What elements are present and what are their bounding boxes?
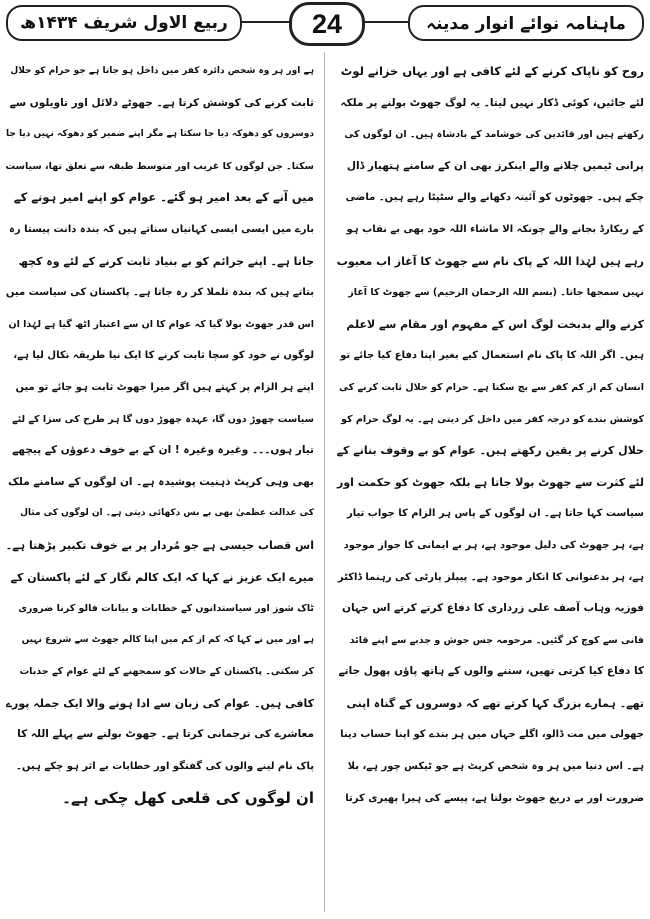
column-divider <box>324 52 325 912</box>
text-line: اپنے ہر الزام پر کہتے ہیں اگر میرا جھوٹ ثابت ہو جائے تو میں <box>15 381 314 393</box>
magazine-title: ماہنامہ نوائے انوار مدینہ <box>408 5 644 41</box>
text-line: ہیں۔ اگر اللہ کا پاک نام استعمال کیے بغیر اپنا دفاع کیا جائے تو <box>340 350 644 362</box>
text-line: ہے اور میں نے کہا کہ کم از کم میں اپنا کالم جھوٹ سے شروع نہیں <box>21 634 314 645</box>
text-line: تھے۔ ہمارے بزرگ کہا کرتے تھے کہ دوسروں کے گناہ اپنی <box>346 696 644 710</box>
text-column-left <box>6 56 314 914</box>
text-line: اس قدر جھوٹ بولا گیا کہ عوام کا ان سے اعتبار اٹھ گیا ہے لہٰذا ان <box>8 318 314 330</box>
text-line: ٹاک شوز اور سیاستدانوں کے خطابات و بیانات فالو کرنا ضروری <box>18 603 314 615</box>
text-line: ہے، ہر بدعنوانی کا انکار موجود ہے۔ پیپلز پارٹی کی رہنما ڈاکٹر <box>337 571 644 583</box>
text-line: ہے۔ اس دنیا میں ہر وہ شخص کرپٹ ہے جو ٹیکس چور ہے، بلا <box>347 761 644 773</box>
text-line: معاشرے کی ترجمانی کرتا ہے۔ جھوٹ بولنے سے پہلے اللہ کا <box>17 728 314 741</box>
text-line: اس قصاب جیسی ہے جو مُردار پر بے خوف تکبیر پڑھتا ہے۔ <box>6 538 314 552</box>
text-line: سیاست کہا جاتا ہے۔ ان لوگوں کے پاس ہر الزام کا جواب تیار <box>346 508 644 520</box>
text-line: کا دفاع کیا کرتی تھیں، سننے والوں کے ہاتھ پاؤں پھول جاتے <box>338 665 644 678</box>
text-line: رکھتے ہیں اور قائدین کی خوشامد کے بادشاہ ہیں۔ ان لوگوں کی <box>344 129 644 141</box>
text-line: ہے، ہر جھوٹ کی دلیل موجود ہے، ہر بے ایمانی کا جواز موجود <box>343 539 644 551</box>
text-line: لئے جائیں، کوئی ڈکار نہیں لیتا۔ یہ لوگ جھوٹ بولنے پر ملکہ <box>340 96 644 109</box>
text-line: سیاست چھوڑ دوں گا، عہدہ چھوڑ دوں گا ہر طرح کی سزا کے لئے <box>12 413 314 425</box>
text-line: دوسروں کو دھوکہ دیا جا سکتا ہے مگر اپنے ضمیر کو دھوکہ نہیں دیا جا <box>6 129 314 140</box>
page-header <box>0 0 650 44</box>
text-line: کی عدالت عظمیٰ بھی بے بس دکھائی دیتی ہے۔ ان لوگوں کی مثال <box>20 508 314 519</box>
text-line: پاک نام لینے والوں کی گفتگو اور خطابات بے اثر ہو چکے ہیں۔ <box>16 761 314 773</box>
text-line: کافی ہیں۔ عوام کی زبان سے ادا ہونے والا ایک جملہ پورے <box>6 696 314 710</box>
text-line: چکے ہیں۔ جھوٹوں کو آئینہ دکھانے والے سٹپٹا رہے ہیں۔ ماضی <box>345 192 644 204</box>
text-line: کوشش بندے کو درجہ کفر میں داخل کر دیتی ہے۔ یہ لوگ حرام کو <box>341 413 644 425</box>
text-line: لوگوں نے خود کو سچا ثابت کرنے کا ایک نیا طریقہ نکال لیا ہے، <box>13 350 314 362</box>
text-line: ثابت کرنے کی کوشش کرتا ہے۔ جھوٹے دلائل اور تاویلوں سے <box>9 96 314 109</box>
text-line: لئے کثرت سے جھوٹ بولا جاتا ہے بلکہ جھوٹ کو حکمت اور <box>337 475 644 489</box>
text-line: رہے ہیں لہٰذا اللہ کے پاک نام سے جھوٹ کا آغاز اب معیوب <box>336 254 644 268</box>
text-line: کرنے والے بدبخت لوگ اس کے مفہوم اور مقام سے لاعلم <box>346 317 644 331</box>
text-line: فوزیہ وہاب آصف علی زرداری کا دفاع کرتے کرتے اس جہان <box>341 602 644 615</box>
text-line: بتاتے ہیں کہ بندہ تلملا کر رہ جاتا ہے۔ پاکستان کی سیاست میں <box>6 287 314 299</box>
text-line: تیار ہوں۔۔۔ وغیرہ وغیرہ ! ان کے بے خوف دعوؤں کے پیچھے <box>12 444 314 457</box>
text-line: حلال کرنے پر یقین رکھتے ہیں۔ عوام کو بے وقوف بنانے کے <box>336 444 644 458</box>
text-line: ہے اور ہر وہ شخص دائرہ کفر میں داخل ہو جاتا ہے جو حرام کو حلال <box>10 66 314 76</box>
text-line: میں آنے کے بعد امیر ہو گئے۔ عوام کو اپنے امیر ہونے کے <box>13 190 314 205</box>
text-line: جاتا ہے۔ اپنے جرائم کو بے بنیاد ثابت کرنے کے لئے وہ کچھ <box>18 254 314 268</box>
text-line: انسان کم از کم کفر سے بچ سکتا ہے۔ حرام کو حلال ثابت کرنے کی <box>339 381 644 393</box>
text-line: بارے میں ایسی ایسی کہانیاں سناتے ہیں کہ بندہ دانت پیستا رہ <box>9 223 314 235</box>
text-line: کے ریکارڈ بجانے والے چونکہ الا ماشاء اللہ خود بھی بے نقاب ہو <box>346 223 644 235</box>
text-line: سکتا۔ جن لوگوں کا غریب اور متوسط طبقہ سے تعلق تھا، سیاست <box>6 160 314 172</box>
text-line: روح کو ناپاک کرنے کے لئے کافی ہے اور یہاں خزانے لوٹ <box>340 64 644 78</box>
text-line: نہیں سمجھا جاتا۔ (بسم اللہ الرحمان الرحیم) سے جھوٹ کا آغاز <box>348 287 644 299</box>
text-line: ان لوگوں کی قلعی کھل چکی ہے۔ <box>62 788 314 807</box>
text-line: ضرورت اور بے دریغ جھوٹ بولتا ہے، پیسے کی ہیرا پھیری کرتا <box>345 792 644 804</box>
text-line: کر سکتی۔ پاکستان کے حالات کو سمجھنے کے لئے عوام کے جذبات <box>19 666 314 678</box>
text-line: پرانی ٹیمیں چلانے والے اینکرز بھی ان کے سامنے ہتھیار ڈال <box>346 159 644 172</box>
text-line: جھولی میں مت ڈالو، اگلے جہان میں ہر بندے کو اپنا حساب دینا <box>340 729 644 741</box>
text-line: بھی وہی کرپٹ ذہنیت پوشیدہ ہے۔ ان لوگوں کے سامنے ملک <box>8 475 314 488</box>
text-line: میرے ایک عزیز نے کہا کہ ایک کالم نگار کے لئے پاکستان کے <box>10 570 314 584</box>
page-number: 24 <box>289 2 365 46</box>
text-column-right <box>336 56 644 914</box>
issue-date: ربیع الاول شریف ۱۴۳۴ھ <box>6 5 242 41</box>
text-line: فانی سے کوچ کر گئیں۔ مرحومہ جس جوش و جذبے سے اپنے قائد <box>349 634 644 646</box>
